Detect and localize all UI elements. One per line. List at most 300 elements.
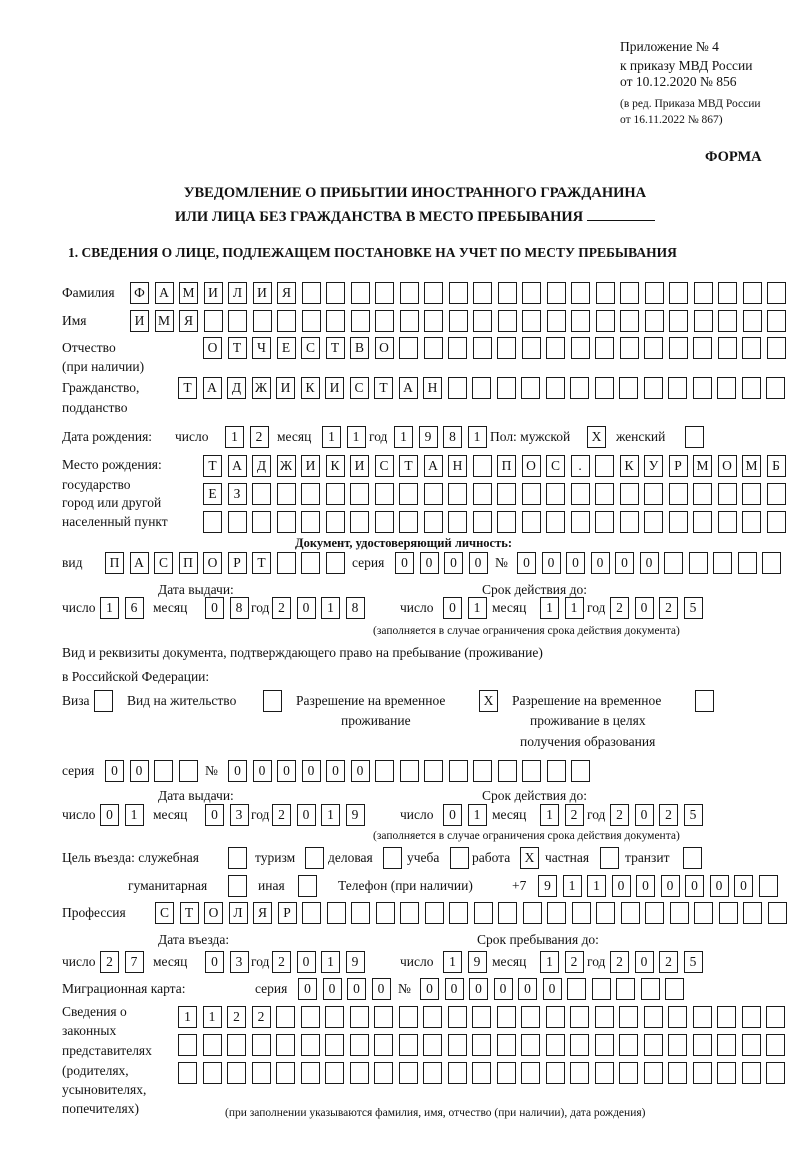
- char-box[interactable]: [645, 902, 664, 924]
- char-box[interactable]: 0: [469, 978, 488, 1000]
- char-box[interactable]: 9: [538, 875, 557, 897]
- char-box[interactable]: [621, 902, 640, 924]
- char-box[interactable]: 2: [272, 804, 291, 826]
- char-box[interactable]: 2: [659, 804, 678, 826]
- patronymic-boxes[interactable]: [203, 337, 786, 359]
- char-box[interactable]: [399, 1062, 418, 1084]
- purpose-humanitarian-checkbox[interactable]: [228, 875, 247, 897]
- char-box[interactable]: 2: [610, 597, 629, 619]
- char-box[interactable]: 5: [684, 804, 703, 826]
- char-box[interactable]: [424, 483, 443, 505]
- char-box[interactable]: З: [228, 483, 247, 505]
- char-box[interactable]: [253, 310, 272, 332]
- birthplace-row-1[interactable]: [203, 455, 786, 477]
- char-box[interactable]: [595, 1034, 614, 1056]
- char-box[interactable]: 5: [684, 951, 703, 973]
- char-box[interactable]: [522, 483, 541, 505]
- char-box[interactable]: [424, 282, 443, 304]
- char-box[interactable]: [570, 1006, 589, 1028]
- char-box[interactable]: 1: [225, 426, 244, 448]
- char-box[interactable]: [448, 1062, 467, 1084]
- char-box[interactable]: [448, 377, 467, 399]
- char-box[interactable]: [473, 282, 492, 304]
- char-box[interactable]: [375, 511, 394, 533]
- char-box[interactable]: [718, 310, 737, 332]
- char-box[interactable]: [399, 483, 418, 505]
- char-box[interactable]: [571, 511, 590, 533]
- char-box[interactable]: Ж: [252, 377, 271, 399]
- sex-female-checkbox[interactable]: [685, 426, 704, 448]
- char-box[interactable]: [327, 902, 346, 924]
- char-box[interactable]: [448, 337, 467, 359]
- char-box[interactable]: [351, 282, 370, 304]
- birth-year-boxes[interactable]: [394, 426, 487, 448]
- char-box[interactable]: А: [155, 282, 174, 304]
- char-box[interactable]: [179, 760, 198, 782]
- purpose-transit-checkbox[interactable]: [683, 847, 702, 869]
- until-year[interactable]: [610, 951, 703, 973]
- char-box[interactable]: 0: [297, 597, 316, 619]
- char-box[interactable]: [350, 1034, 369, 1056]
- char-box[interactable]: 1: [468, 597, 487, 619]
- char-box[interactable]: [641, 978, 660, 1000]
- char-box[interactable]: Т: [180, 902, 199, 924]
- char-box[interactable]: 0: [277, 760, 296, 782]
- char-box[interactable]: [717, 1062, 736, 1084]
- char-box[interactable]: Л: [228, 282, 247, 304]
- char-box[interactable]: [522, 282, 541, 304]
- char-box[interactable]: 1: [563, 875, 582, 897]
- char-box[interactable]: П: [105, 552, 124, 574]
- char-box[interactable]: [448, 511, 467, 533]
- char-box[interactable]: [449, 760, 468, 782]
- char-box[interactable]: [717, 1034, 736, 1056]
- char-box[interactable]: [424, 337, 443, 359]
- char-box[interactable]: М: [155, 310, 174, 332]
- char-box[interactable]: [595, 483, 614, 505]
- char-box[interactable]: 0: [542, 552, 561, 574]
- char-box[interactable]: [376, 902, 395, 924]
- purpose-other-checkbox[interactable]: [298, 875, 317, 897]
- char-box[interactable]: [252, 511, 271, 533]
- char-box[interactable]: 2: [272, 597, 291, 619]
- char-box[interactable]: [204, 310, 223, 332]
- id-doc-series-boxes[interactable]: [395, 552, 488, 574]
- char-box[interactable]: [546, 337, 565, 359]
- char-box[interactable]: 2: [272, 951, 291, 973]
- char-box[interactable]: С: [546, 455, 565, 477]
- char-box[interactable]: 1: [443, 951, 462, 973]
- char-box[interactable]: 0: [518, 978, 537, 1000]
- char-box[interactable]: [203, 511, 222, 533]
- char-box[interactable]: [399, 1034, 418, 1056]
- char-box[interactable]: 0: [205, 597, 224, 619]
- birth-month-boxes[interactable]: [322, 426, 366, 448]
- char-box[interactable]: [350, 1006, 369, 1028]
- char-box[interactable]: [424, 760, 443, 782]
- char-box[interactable]: [474, 902, 493, 924]
- char-box[interactable]: [767, 282, 786, 304]
- char-box[interactable]: 0: [326, 760, 345, 782]
- char-box[interactable]: С: [301, 337, 320, 359]
- char-box[interactable]: [713, 552, 732, 574]
- char-box[interactable]: 9: [346, 951, 365, 973]
- purpose-study-checkbox[interactable]: [450, 847, 469, 869]
- char-box[interactable]: [571, 282, 590, 304]
- char-box[interactable]: О: [204, 902, 223, 924]
- char-box[interactable]: [644, 377, 663, 399]
- surname-boxes[interactable]: [130, 282, 786, 304]
- char-box[interactable]: [498, 760, 517, 782]
- id-valid-month[interactable]: [540, 597, 584, 619]
- char-box[interactable]: [567, 978, 586, 1000]
- char-box[interactable]: О: [718, 455, 737, 477]
- representatives-row-2[interactable]: [178, 1034, 785, 1056]
- char-box[interactable]: 0: [494, 978, 513, 1000]
- char-box[interactable]: [448, 483, 467, 505]
- char-box[interactable]: 0: [105, 760, 124, 782]
- char-box[interactable]: 8: [230, 597, 249, 619]
- char-box[interactable]: 2: [610, 951, 629, 973]
- char-box[interactable]: [742, 1006, 761, 1028]
- char-box[interactable]: 0: [635, 597, 654, 619]
- char-box[interactable]: [743, 310, 762, 332]
- char-box[interactable]: [521, 1062, 540, 1084]
- char-box[interactable]: [498, 902, 517, 924]
- char-box[interactable]: 1: [321, 804, 340, 826]
- id-valid-year[interactable]: [610, 597, 703, 619]
- char-box[interactable]: [742, 483, 761, 505]
- char-box[interactable]: 6: [125, 597, 144, 619]
- purpose-tourism-checkbox[interactable]: [305, 847, 324, 869]
- char-box[interactable]: [350, 483, 369, 505]
- char-box[interactable]: 0: [710, 875, 729, 897]
- char-box[interactable]: [178, 1034, 197, 1056]
- char-box[interactable]: [375, 760, 394, 782]
- char-box[interactable]: Т: [228, 337, 247, 359]
- char-box[interactable]: Ж: [277, 455, 296, 477]
- birthplace-row-3[interactable]: [203, 511, 786, 533]
- temp-residence-checkbox[interactable]: X: [479, 690, 498, 712]
- migration-card-number-boxes[interactable]: [420, 978, 684, 1000]
- char-box[interactable]: [203, 1062, 222, 1084]
- char-box[interactable]: [694, 902, 713, 924]
- char-box[interactable]: [759, 875, 778, 897]
- char-box[interactable]: [449, 902, 468, 924]
- char-box[interactable]: 0: [591, 552, 610, 574]
- char-box[interactable]: [301, 1006, 320, 1028]
- char-box[interactable]: У: [644, 455, 663, 477]
- char-box[interactable]: [252, 1034, 271, 1056]
- char-box[interactable]: [497, 1006, 516, 1028]
- char-box[interactable]: П: [497, 455, 516, 477]
- char-box[interactable]: [694, 282, 713, 304]
- char-box[interactable]: [546, 377, 565, 399]
- char-box[interactable]: .: [571, 455, 590, 477]
- char-box[interactable]: [595, 511, 614, 533]
- char-box[interactable]: [399, 337, 418, 359]
- char-box[interactable]: 0: [566, 552, 585, 574]
- char-box[interactable]: И: [276, 377, 295, 399]
- char-box[interactable]: [669, 282, 688, 304]
- char-box[interactable]: Д: [252, 455, 271, 477]
- char-box[interactable]: 1: [540, 597, 559, 619]
- char-box[interactable]: 0: [469, 552, 488, 574]
- char-box[interactable]: [762, 552, 781, 574]
- char-box[interactable]: [473, 337, 492, 359]
- char-box[interactable]: 1: [468, 426, 487, 448]
- entry-day[interactable]: [100, 951, 144, 973]
- char-box[interactable]: [693, 1006, 712, 1028]
- char-box[interactable]: [449, 282, 468, 304]
- char-box[interactable]: [546, 483, 565, 505]
- char-box[interactable]: [664, 552, 683, 574]
- char-box[interactable]: 0: [661, 875, 680, 897]
- char-box[interactable]: [423, 1062, 442, 1084]
- id-issued-day[interactable]: [100, 597, 144, 619]
- char-box[interactable]: [178, 1062, 197, 1084]
- char-box[interactable]: 2: [227, 1006, 246, 1028]
- char-box[interactable]: [399, 1006, 418, 1028]
- char-box[interactable]: [742, 377, 761, 399]
- char-box[interactable]: 2: [565, 951, 584, 973]
- char-box[interactable]: 0: [351, 760, 370, 782]
- char-box[interactable]: [693, 337, 712, 359]
- char-box[interactable]: 0: [372, 978, 391, 1000]
- char-box[interactable]: [399, 511, 418, 533]
- char-box[interactable]: 1: [203, 1006, 222, 1028]
- char-box[interactable]: 2: [100, 951, 119, 973]
- char-box[interactable]: [546, 1006, 565, 1028]
- char-box[interactable]: 0: [444, 552, 463, 574]
- char-box[interactable]: Т: [178, 377, 197, 399]
- char-box[interactable]: 0: [612, 875, 631, 897]
- char-box[interactable]: П: [179, 552, 198, 574]
- char-box[interactable]: [203, 1034, 222, 1056]
- char-box[interactable]: [595, 1006, 614, 1028]
- char-box[interactable]: [521, 1034, 540, 1056]
- char-box[interactable]: 0: [323, 978, 342, 1000]
- char-box[interactable]: 3: [230, 804, 249, 826]
- purpose-service-checkbox[interactable]: [228, 847, 247, 869]
- char-box[interactable]: 2: [565, 804, 584, 826]
- until-day[interactable]: [443, 951, 487, 973]
- char-box[interactable]: [547, 282, 566, 304]
- char-box[interactable]: [252, 1062, 271, 1084]
- char-box[interactable]: Я: [277, 282, 296, 304]
- char-box[interactable]: Т: [399, 455, 418, 477]
- char-box[interactable]: А: [228, 455, 247, 477]
- char-box[interactable]: 9: [419, 426, 438, 448]
- char-box[interactable]: [644, 511, 663, 533]
- purpose-business-checkbox[interactable]: [383, 847, 402, 869]
- char-box[interactable]: [497, 337, 516, 359]
- stay-issued-day[interactable]: [100, 804, 144, 826]
- char-box[interactable]: [522, 310, 541, 332]
- char-box[interactable]: [472, 1062, 491, 1084]
- birth-day-boxes[interactable]: [225, 426, 269, 448]
- stay-issued-month[interactable]: [205, 804, 249, 826]
- char-box[interactable]: А: [399, 377, 418, 399]
- char-box[interactable]: [423, 1034, 442, 1056]
- char-box[interactable]: К: [326, 455, 345, 477]
- char-box[interactable]: [668, 377, 687, 399]
- char-box[interactable]: [766, 1062, 785, 1084]
- char-box[interactable]: [620, 282, 639, 304]
- char-box[interactable]: [498, 282, 517, 304]
- id-doc-number-boxes[interactable]: [517, 552, 781, 574]
- char-box[interactable]: [473, 511, 492, 533]
- char-box[interactable]: [717, 377, 736, 399]
- char-box[interactable]: [400, 310, 419, 332]
- char-box[interactable]: [227, 1062, 246, 1084]
- purpose-work-checkbox[interactable]: X: [520, 847, 539, 869]
- char-box[interactable]: [351, 310, 370, 332]
- char-box[interactable]: И: [204, 282, 223, 304]
- char-box[interactable]: [767, 310, 786, 332]
- char-box[interactable]: В: [350, 337, 369, 359]
- char-box[interactable]: И: [325, 377, 344, 399]
- char-box[interactable]: [301, 1034, 320, 1056]
- name-boxes[interactable]: [130, 310, 786, 332]
- char-box[interactable]: И: [130, 310, 149, 332]
- char-box[interactable]: [497, 377, 516, 399]
- char-box[interactable]: 3: [230, 951, 249, 973]
- char-box[interactable]: [547, 760, 566, 782]
- char-box[interactable]: И: [350, 455, 369, 477]
- char-box[interactable]: 7: [125, 951, 144, 973]
- char-box[interactable]: [424, 310, 443, 332]
- char-box[interactable]: 1: [587, 875, 606, 897]
- char-box[interactable]: [645, 310, 664, 332]
- char-box[interactable]: Ч: [252, 337, 271, 359]
- char-box[interactable]: [693, 483, 712, 505]
- char-box[interactable]: [547, 310, 566, 332]
- char-box[interactable]: [301, 552, 320, 574]
- char-box[interactable]: [424, 511, 443, 533]
- char-box[interactable]: [693, 1034, 712, 1056]
- char-box[interactable]: [572, 902, 591, 924]
- char-box[interactable]: [472, 1034, 491, 1056]
- char-box[interactable]: 0: [347, 978, 366, 1000]
- char-box[interactable]: Е: [203, 483, 222, 505]
- char-box[interactable]: [595, 1062, 614, 1084]
- char-box[interactable]: 0: [228, 760, 247, 782]
- char-box[interactable]: 9: [468, 951, 487, 973]
- char-box[interactable]: [374, 1034, 393, 1056]
- char-box[interactable]: 0: [443, 597, 462, 619]
- char-box[interactable]: М: [179, 282, 198, 304]
- char-box[interactable]: [423, 1006, 442, 1028]
- char-box[interactable]: [547, 902, 566, 924]
- char-box[interactable]: [595, 337, 614, 359]
- char-box[interactable]: [693, 511, 712, 533]
- representatives-row-1[interactable]: [178, 1006, 785, 1028]
- char-box[interactable]: 0: [734, 875, 753, 897]
- char-box[interactable]: [473, 760, 492, 782]
- char-box[interactable]: [522, 511, 541, 533]
- char-box[interactable]: [665, 978, 684, 1000]
- char-box[interactable]: [719, 902, 738, 924]
- char-box[interactable]: [277, 511, 296, 533]
- char-box[interactable]: 0: [420, 552, 439, 574]
- char-box[interactable]: [669, 511, 688, 533]
- char-box[interactable]: [326, 552, 345, 574]
- char-box[interactable]: [570, 1034, 589, 1056]
- char-box[interactable]: 0: [253, 760, 272, 782]
- char-box[interactable]: [645, 282, 664, 304]
- char-box[interactable]: [472, 1006, 491, 1028]
- char-box[interactable]: С: [155, 902, 174, 924]
- char-box[interactable]: [276, 1034, 295, 1056]
- char-box[interactable]: О: [375, 337, 394, 359]
- char-box[interactable]: Л: [229, 902, 248, 924]
- char-box[interactable]: 1: [321, 597, 340, 619]
- char-box[interactable]: 0: [685, 875, 704, 897]
- migration-card-series-boxes[interactable]: [298, 978, 391, 1000]
- char-box[interactable]: О: [203, 337, 222, 359]
- char-box[interactable]: 2: [610, 804, 629, 826]
- birthplace-row-2[interactable]: [203, 483, 786, 505]
- char-box[interactable]: 2: [659, 951, 678, 973]
- char-box[interactable]: 0: [543, 978, 562, 1000]
- char-box[interactable]: [768, 902, 787, 924]
- char-box[interactable]: [571, 337, 590, 359]
- char-box[interactable]: [596, 310, 615, 332]
- char-box[interactable]: Р: [278, 902, 297, 924]
- char-box[interactable]: 1: [178, 1006, 197, 1028]
- char-box[interactable]: [351, 902, 370, 924]
- char-box[interactable]: 0: [635, 951, 654, 973]
- char-box[interactable]: [766, 1034, 785, 1056]
- char-box[interactable]: [375, 483, 394, 505]
- char-box[interactable]: [738, 552, 757, 574]
- char-box[interactable]: [546, 1034, 565, 1056]
- citizenship-boxes[interactable]: [178, 377, 785, 399]
- char-box[interactable]: [154, 760, 173, 782]
- char-box[interactable]: [326, 483, 345, 505]
- char-box[interactable]: [252, 483, 271, 505]
- char-box[interactable]: [301, 1062, 320, 1084]
- char-box[interactable]: 1: [322, 426, 341, 448]
- char-box[interactable]: [448, 1006, 467, 1028]
- char-box[interactable]: [473, 455, 492, 477]
- char-box[interactable]: 0: [297, 951, 316, 973]
- char-box[interactable]: 0: [298, 978, 317, 1000]
- char-box[interactable]: [400, 282, 419, 304]
- char-box[interactable]: [400, 902, 419, 924]
- char-box[interactable]: Н: [423, 377, 442, 399]
- char-box[interactable]: 0: [615, 552, 634, 574]
- stay-issued-year[interactable]: [272, 804, 365, 826]
- char-box[interactable]: [276, 1006, 295, 1028]
- char-box[interactable]: [670, 902, 689, 924]
- char-box[interactable]: Т: [374, 377, 393, 399]
- char-box[interactable]: [668, 1062, 687, 1084]
- phone-boxes[interactable]: [538, 875, 778, 897]
- char-box[interactable]: [277, 310, 296, 332]
- char-box[interactable]: [644, 1062, 663, 1084]
- char-box[interactable]: [616, 978, 635, 1000]
- char-box[interactable]: Т: [326, 337, 345, 359]
- char-box[interactable]: С: [350, 377, 369, 399]
- id-issued-month[interactable]: [205, 597, 249, 619]
- char-box[interactable]: [326, 310, 345, 332]
- char-box[interactable]: [375, 282, 394, 304]
- char-box[interactable]: [620, 511, 639, 533]
- char-box[interactable]: [302, 310, 321, 332]
- char-box[interactable]: 0: [205, 951, 224, 973]
